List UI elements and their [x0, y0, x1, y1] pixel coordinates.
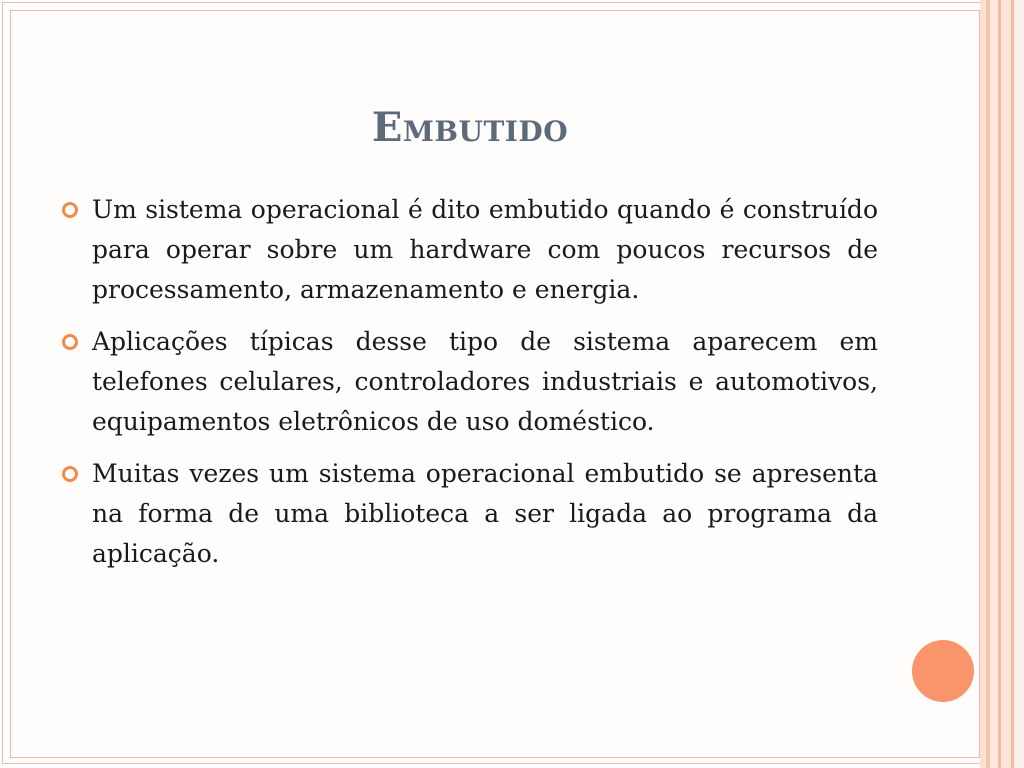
slide-title: Embutido — [371, 104, 569, 151]
circle-bullet-icon — [62, 466, 78, 482]
circle-bullet-icon — [62, 202, 78, 218]
decorative-stripe — [990, 0, 998, 768]
bullet-text: Muitas vezes um sistema operacional embutido se apresenta na forma de uma biblioteca a ser ligada ao programa da aplicação. — [92, 459, 878, 568]
bullet-text: Um sistema operacional é dito embutido quando é construído para operar sobre um hardware com poucos recursos de processamento, armazenamento e energia. — [92, 195, 878, 304]
bullet-list — [62, 190, 878, 586]
decorative-stripe — [1014, 0, 1024, 768]
orange-circle-icon — [912, 640, 974, 702]
decorative-stripe — [1001, 0, 1011, 768]
bullet-item — [62, 322, 878, 442]
circle-bullet-icon — [62, 334, 78, 350]
bullet-item — [62, 190, 878, 310]
bullet-item — [62, 454, 878, 574]
bullet-text: Aplicações típicas desse tipo de sistema aparecem em telefones celulares, controladores industriais e automotivos, equipamentos eletrônicos de uso doméstico. — [92, 327, 878, 436]
